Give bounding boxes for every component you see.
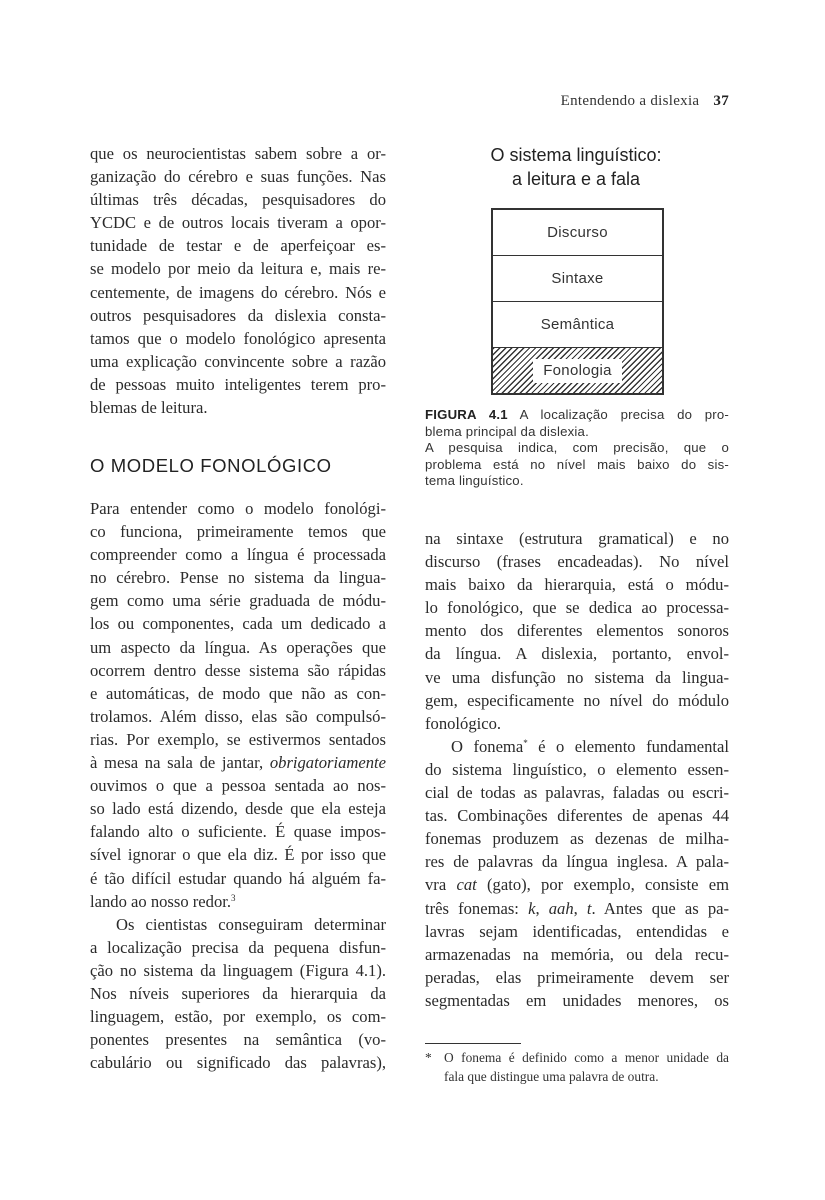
text-line: [425, 873, 729, 896]
text-line: so lado está dizendo, desde que ela esteja: [90, 799, 386, 819]
text-line: blemas de leitura.: [90, 398, 208, 418]
text-line: discurso (frases encadeadas). No nível: [425, 552, 729, 572]
footnote-mark: *: [425, 1050, 432, 1065]
footnote-text: [444, 1048, 729, 1086]
text-line: peradas, elas primeiramente devem ser: [425, 967, 729, 987]
section-heading: O MODELO FONOLÓGICO: [90, 455, 332, 476]
text-run: vra: [425, 875, 457, 895]
text-run: três fonemas:: [425, 898, 529, 918]
page-number: 37: [713, 93, 729, 109]
italic-word: t: [586, 898, 592, 918]
footnote-reference[interactable]: *: [523, 737, 528, 748]
right-column: [425, 527, 729, 1012]
text-line: armazenadas na memória, ou dela recu-: [425, 944, 729, 964]
paragraph-model: [90, 497, 386, 913]
left-column-body: [90, 497, 386, 1074]
layer-semantica: [493, 301, 662, 347]
footnote: [425, 1048, 729, 1086]
text-line: tunidade de testar e de aperfeiçoar es-: [90, 236, 386, 256]
layer-discurso: [493, 210, 662, 255]
text-line: Os cientistas conseguiram determinar: [116, 914, 386, 934]
text-line: últimas três décadas, pesquisadores do: [90, 190, 386, 210]
text-run: O fonema: [451, 736, 524, 756]
caption-line: tema linguístico.: [425, 473, 524, 488]
text-line: res de palavras da língua inglesa. A pala-: [425, 852, 729, 872]
footnote-line: fala que distingue uma palavra de outra.: [444, 1069, 659, 1084]
text-line: um aspecto da língua. As operações que: [90, 637, 386, 657]
text-line: que os neurocientistas sabem sobre a or-: [90, 144, 386, 163]
footnote-divider: [425, 1043, 521, 1044]
text-line: Nos níveis superiores da hierarquia da: [90, 983, 386, 1003]
paragraph-scientists: [90, 913, 386, 1075]
running-head-title: Entendendo a dislexia: [560, 93, 700, 109]
caption-line: A pesquisa indica, com precisão, que o: [425, 440, 729, 455]
footnote-reference[interactable]: 3: [231, 892, 236, 903]
text-line: [90, 890, 386, 913]
text-line: tas. Combinações diferentes de apenas 44: [425, 806, 729, 826]
running-head: [561, 93, 729, 110]
text-run: ,: [573, 898, 587, 918]
text-run: à mesa na sala de jantar,: [90, 753, 270, 773]
text-line: do sistema linguístico, o elemento essen-: [425, 759, 729, 779]
layer-label: Fonologia: [533, 359, 622, 383]
text-line: trolamos. Além disso, elas são compulsó-: [90, 706, 386, 726]
layer-sintaxe: [493, 255, 662, 301]
text-line: mento dos diferentes elementos sonoros: [425, 621, 729, 641]
paragraph-hierarchy: [425, 527, 729, 735]
text-line: YCDC e de outros locais tiveram a opor-: [90, 213, 386, 233]
figure-title-line: O sistema linguístico:: [490, 145, 662, 165]
text-line: a localização precisa da pequena disfun-: [90, 937, 386, 957]
figure-title: [440, 143, 712, 191]
text-line: se modelo por meio da leitura e, mais re-: [90, 259, 386, 279]
text-line: fonemas produzem as dezenas de milha-: [425, 829, 729, 849]
text-line: linguagem, estão, por exemplo, os com-: [90, 1007, 386, 1027]
layer-label: Discurso: [547, 224, 608, 241]
text-line: na sintaxe (estrutura gramatical) e no: [425, 529, 729, 548]
text-line: [425, 897, 729, 920]
text-run: A localização precisa do pro-: [507, 407, 729, 422]
italic-word: cat: [456, 875, 477, 895]
layer-label: Sintaxe: [551, 270, 604, 287]
text-line: é tão difícil estudar quando há alguém fa-: [90, 868, 386, 888]
text-line: de pessoas muito inteligentes terem pro-: [90, 374, 386, 394]
text-line: e automáticas, de modo que não as con-: [90, 683, 386, 703]
text-line: ve uma disfunção no sistema da lingua-: [425, 667, 729, 687]
text-line: outros pesquisadores da dislexia consta-: [90, 305, 386, 325]
text-line: tamos que o modelo fonológico apresenta: [90, 328, 386, 348]
text-line: gem, especificamente no nível do módulo: [425, 690, 729, 710]
text-line: da língua. A dislexia, portanto, envol-: [425, 644, 729, 664]
footnote-line: O fonema é definido como a menor unidade da: [444, 1050, 729, 1065]
text-line: ponentes presentes na semântica (vo-: [90, 1030, 386, 1050]
text-line: segmentadas em unidades menores, os: [425, 990, 729, 1010]
caption-line: problema está no nível mais baixo do sis-: [425, 456, 729, 472]
text-line: gem como uma série graduada de módu-: [90, 591, 386, 611]
text-line: Para entender como o modelo fonológi-: [90, 499, 386, 518]
text-line: [425, 735, 729, 758]
text-line: [90, 751, 386, 774]
text-run: ,: [535, 898, 549, 918]
caption-line: [425, 407, 729, 424]
text-run: (gato), por exemplo, consiste em: [476, 875, 729, 895]
text-line: rias. Por exemplo, se estivermos sentados: [90, 729, 386, 749]
left-column: [90, 142, 386, 419]
figure-title-line: a leitura e a fala: [511, 169, 641, 189]
figure-caption: [425, 407, 729, 490]
italic-word: obrigatoriamente: [269, 753, 386, 773]
paragraph-phoneme: [425, 735, 729, 1012]
text-line: uma explicação convincente sobre a razão: [90, 351, 386, 371]
text-line: lavras sejam identificadas, entendidas e: [425, 921, 729, 941]
layer-label: Semântica: [540, 316, 615, 333]
text-line: ouvimos o que a pessoa sentada ao nos-: [90, 776, 386, 796]
text-line: cial de todas as palavras, faladas ou escri-: [425, 783, 729, 803]
text-line: fonológico.: [425, 713, 502, 733]
language-system-diagram: [491, 208, 664, 395]
text-line: cabulário ou significado das palavras),: [90, 1053, 386, 1073]
paragraph-intro: [90, 142, 386, 419]
text-line: centemente, de imagens do cérebro. Nós e: [90, 282, 386, 302]
text-line: co funciona, primeiramente temos que: [90, 522, 386, 542]
text-line: no cérebro. Pense no sistema da lingua-: [90, 568, 386, 588]
layer-fonologia-highlighted: [493, 347, 662, 393]
text-line: ganização do cérebro e suas funções. Nas: [90, 167, 386, 187]
text-line: falando alto o suficiente. É quase impos-: [90, 822, 386, 842]
text-line: mais baixo da hierarquia, está o módu-: [425, 575, 729, 595]
text-line: ção no sistema da linguagem (Figura 4.1).: [90, 960, 386, 980]
text-line: compreender como a língua é processada: [90, 545, 386, 565]
italic-word: aah: [548, 898, 574, 918]
text-line: los ou componentes, cada um dedicado a: [90, 614, 386, 634]
text-line: sível ignorar o que ela diz. É por isso que: [90, 845, 386, 865]
text-run: lando ao nosso redor.: [90, 891, 232, 911]
text-run: . Antes que as pa-: [591, 898, 730, 918]
text-run: é o elemento fundamental: [527, 736, 730, 756]
text-line: ocorrem dentro desse sistema são rápidas: [90, 660, 386, 680]
figure-label: FIGURA 4.1: [425, 407, 508, 422]
text-line: lo fonológico, que se dedica ao processa-: [425, 598, 729, 618]
italic-word: k: [528, 898, 536, 918]
caption-line: blema principal da dislexia.: [425, 423, 589, 439]
